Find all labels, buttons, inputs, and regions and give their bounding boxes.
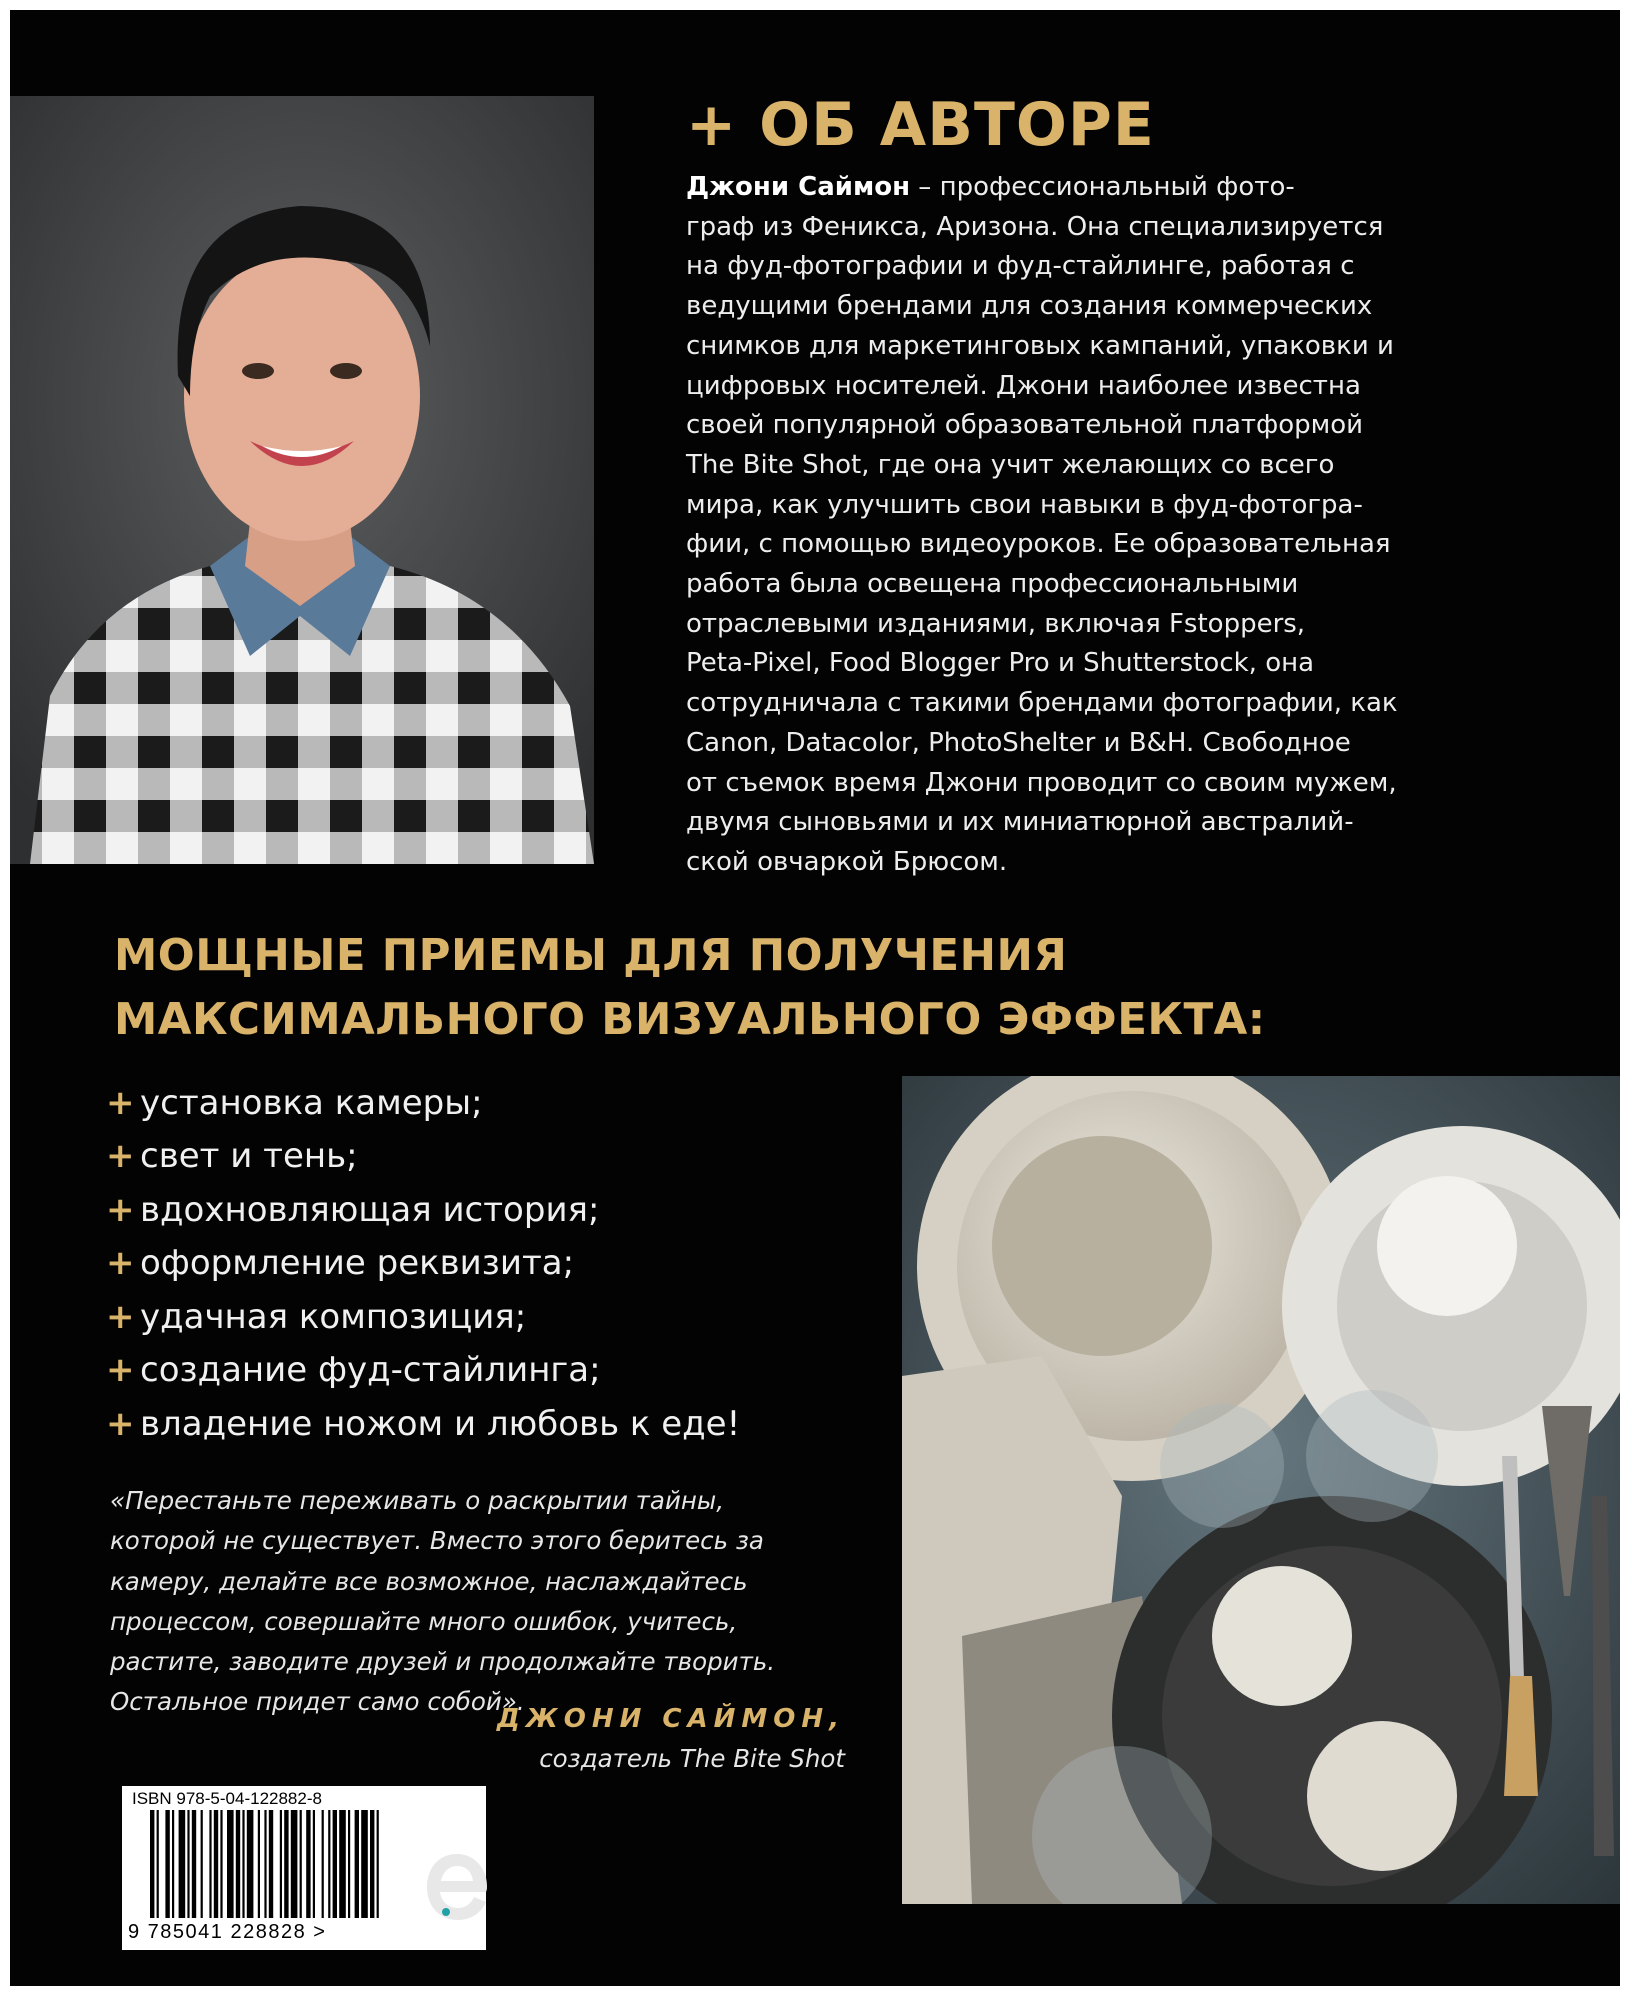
techniques-heading-line: МОЩНЫЕ ПРИЕМЫ ДЛЯ ПОЛУЧЕНИЯ xyxy=(114,931,1068,981)
barcode-bar xyxy=(306,1810,310,1918)
barcode-bar xyxy=(322,1810,324,1918)
barcode-bar xyxy=(179,1810,186,1918)
list-item: + владение ножом и любовь к еде! xyxy=(106,1403,741,1444)
barcode-bar xyxy=(280,1810,282,1918)
barcode-bar xyxy=(201,1810,203,1918)
barcode-bar xyxy=(313,1810,315,1918)
barcode-bar xyxy=(328,1810,330,1918)
barcode-bar xyxy=(236,1810,240,1918)
about-line: сотрудничала с такими брендами фотографии, как xyxy=(686,688,1398,719)
about-line: Peta-Pixel, Food Blogger Pro и Shutterstock, она xyxy=(686,648,1315,679)
list-item: + свет и тень; xyxy=(106,1136,358,1177)
about-line: граф из Феникса, Аризона. Она специализируется xyxy=(686,211,1384,242)
barcode-bar xyxy=(361,1810,368,1918)
barcode-bar xyxy=(258,1810,260,1918)
barcode-bar xyxy=(214,1810,218,1918)
barcode-bar xyxy=(192,1810,196,1918)
barcode-bar xyxy=(247,1810,254,1918)
barcode-bar xyxy=(264,1810,266,1918)
techniques-list xyxy=(106,1076,740,1451)
author-quote xyxy=(110,1481,870,1723)
list-item: + установка камеры; xyxy=(106,1082,483,1123)
about-line: работа была освещена профессиональными xyxy=(686,569,1299,600)
quote-author-role: создатель The Bite Shot xyxy=(539,1744,845,1773)
quote-line: которой не существует. Вместо этого беритесь за xyxy=(110,1526,764,1556)
barcode-bar xyxy=(227,1810,234,1918)
barcode-bar xyxy=(187,1810,189,1918)
plus-bullet-icon: + xyxy=(106,1082,135,1123)
about-line: своей популярной образовательной платформой xyxy=(686,410,1364,441)
about-line: цифровых носителей. Джони наиболее известна xyxy=(686,370,1361,401)
list-item: + удачная композиция; xyxy=(106,1296,527,1337)
about-line: Canon, Datacolor, PhotoShelter и B&H. Свободное xyxy=(686,727,1351,758)
about-author-text xyxy=(686,168,1482,883)
plus-bullet-icon: + xyxy=(106,1296,135,1337)
author-portrait-photo xyxy=(10,96,594,864)
list-item: + вдохновляющая история; xyxy=(106,1189,600,1230)
barcode-bar xyxy=(284,1810,288,1918)
barcode-bar xyxy=(150,1810,154,1918)
about-line: ской овчаркой Брюсом. xyxy=(686,846,1008,877)
quote-author-name: ДЖОНИ САЙМОН, xyxy=(496,1704,845,1734)
list-item: + оформление реквизита; xyxy=(106,1243,575,1284)
barcode-bar xyxy=(172,1810,174,1918)
list-item: + создание фуд-стайлинга; xyxy=(106,1350,601,1391)
barcode-digits: 9 785041 228828 > xyxy=(128,1921,327,1943)
about-author-title: + ОБ АВТОРЕ xyxy=(686,90,1155,160)
tableware-photo xyxy=(902,1076,1620,1904)
about-line: отраслевыми изданиями, включая Fstoppers, xyxy=(686,608,1306,639)
quote-line: растите, заводите друзей и продолжайте творить. xyxy=(110,1647,776,1677)
barcode-bar xyxy=(370,1810,374,1918)
about-line: мира, как улучшить свои навыки в фуд-фотогра- xyxy=(686,489,1363,520)
barcode-bar xyxy=(291,1810,298,1918)
barcode-bar xyxy=(165,1810,169,1918)
author-name: Джони Саймон xyxy=(686,172,911,202)
plus-bullet-icon: + xyxy=(106,1403,135,1444)
book-back-cover xyxy=(10,10,1620,1986)
quote-line: процессом, совершайте много ошибок, учитесь, xyxy=(110,1606,738,1636)
about-line: двумя сыновьями и их миниатюрной австралий- xyxy=(686,807,1354,838)
barcode-bar xyxy=(157,1810,159,1918)
eksmo-e-logo-icon xyxy=(424,1850,490,1924)
about-line: ведущими брендами для создания коммерческих xyxy=(686,291,1373,322)
plus-bullet-icon: + xyxy=(106,1350,135,1391)
about-line: от съемок время Джони проводит со своим мужем, xyxy=(686,767,1397,798)
about-line: на фуд-фотографии и фуд-стайлинге, работая с xyxy=(686,251,1355,282)
barcode-bar xyxy=(209,1810,211,1918)
plus-bullet-icon: + xyxy=(106,1243,135,1284)
techniques-heading xyxy=(114,924,1266,1052)
techniques-heading-line: МАКСИМАЛЬНОГО ВИЗУАЛЬНОГО ЭФФЕКТА: xyxy=(114,995,1266,1045)
barcode-bars xyxy=(148,1810,460,1918)
barcode-bar xyxy=(339,1810,346,1918)
barcode-bar xyxy=(269,1810,273,1918)
barcode-bar xyxy=(377,1810,379,1918)
barcode-bar xyxy=(242,1810,244,1918)
barcode-bar xyxy=(348,1810,350,1918)
about-line: фии, с помощью видеоуроков. Ее образовательная xyxy=(686,529,1391,560)
about-line: The Bite Shot, где она учит желающих со всего xyxy=(686,449,1335,480)
barcode-bar xyxy=(355,1810,359,1918)
about-line: Джони Саймон – профессиональный фото- xyxy=(686,172,1295,202)
plus-bullet-icon: + xyxy=(106,1136,135,1177)
plus-bullet-icon: + xyxy=(106,1189,135,1230)
about-line: снимков для маркетинговых кампаний, упаковки и xyxy=(686,330,1394,361)
barcode-bar xyxy=(220,1810,222,1918)
isbn-label: ISBN 978-5-04-122882-8 xyxy=(132,1789,322,1808)
barcode-bar xyxy=(300,1810,302,1918)
quote-line: Остальное придет само собой». xyxy=(110,1687,525,1717)
quote-line: «Перестаньте переживать о раскрытии тайны, xyxy=(110,1486,725,1515)
quote-line: камеру, делайте все возможное, наслаждайтесь xyxy=(110,1566,748,1596)
barcode-bar xyxy=(333,1810,337,1918)
